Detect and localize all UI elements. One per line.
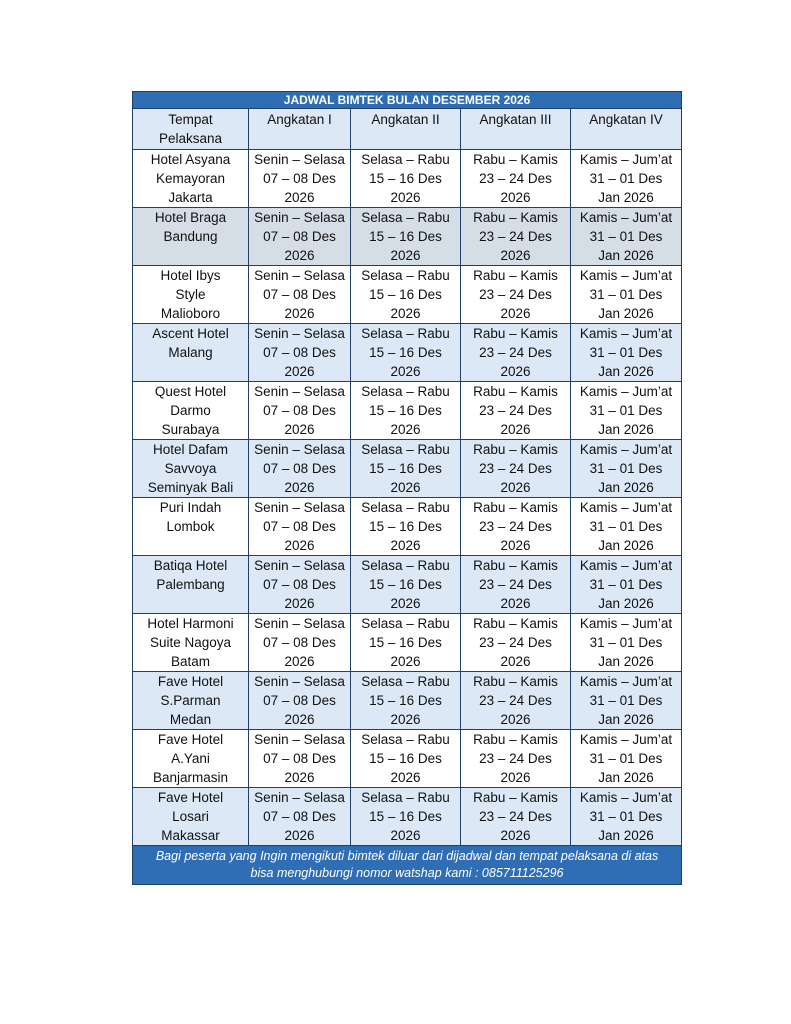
angkatan-3-cell: Rabu – Kamis 23 – 24 Des 2026 — [461, 440, 571, 498]
header-angkatan-4: Angkatan IV — [571, 109, 682, 150]
angkatan-3-cell: Rabu – Kamis 23 – 24 Des 2026 — [461, 150, 571, 208]
angkatan-4-cell: Kamis – Jum’at 31 – 01 Des Jan 2026 — [571, 382, 682, 440]
angkatan-2-cell: Selasa – Rabu 15 – 16 Des 2026 — [351, 150, 461, 208]
angkatan-1-cell: Senin – Selasa 07 – 08 Des 2026 — [249, 150, 351, 208]
schedule-document — [132, 91, 681, 885]
angkatan-3-cell: Rabu – Kamis 23 – 24 Des 2026 — [461, 556, 571, 614]
table-row — [133, 614, 682, 672]
header-angkatan-1: Angkatan I — [249, 109, 351, 150]
angkatan-3-cell: Rabu – Kamis 23 – 24 Des 2026 — [461, 266, 571, 324]
angkatan-3-cell: Rabu – Kamis 23 – 24 Des 2026 — [461, 208, 571, 266]
angkatan-1-cell: Senin – Selasa 07 – 08 Des 2026 — [249, 556, 351, 614]
angkatan-4-cell: Kamis – Jum’at 31 – 01 Des Jan 2026 — [571, 150, 682, 208]
place-cell: Batiqa Hotel Palembang — [133, 556, 249, 614]
angkatan-2-cell: Selasa – Rabu 15 – 16 Des 2026 — [351, 382, 461, 440]
footer-note: Bagi peserta yang Ingin mengikuti bimtek diluar dari dijadwal dan tempat pelaksana di atas bisa menghubungi nomor watshap kami : 085711125296 — [133, 846, 682, 885]
angkatan-4-cell: Kamis – Jum’at 31 – 01 Des Jan 2026 — [571, 324, 682, 382]
angkatan-4-cell: Kamis – Jum’at 31 – 01 Des Jan 2026 — [571, 266, 682, 324]
table-row — [133, 382, 682, 440]
place-cell: Fave Hotel A.Yani Banjarmasin — [133, 730, 249, 788]
angkatan-1-cell: Senin – Selasa 07 – 08 Des 2026 — [249, 730, 351, 788]
angkatan-3-cell: Rabu – Kamis 23 – 24 Des 2026 — [461, 788, 571, 846]
angkatan-2-cell: Selasa – Rabu 15 – 16 Des 2026 — [351, 730, 461, 788]
angkatan-1-cell: Senin – Selasa 07 – 08 Des 2026 — [249, 498, 351, 556]
angkatan-4-cell: Kamis – Jum’at 31 – 01 Des Jan 2026 — [571, 498, 682, 556]
place-cell: Hotel Harmoni Suite Nagoya Batam — [133, 614, 249, 672]
angkatan-4-cell: Kamis – Jum’at 31 – 01 Des Jan 2026 — [571, 208, 682, 266]
angkatan-4-cell: Kamis – Jum’at 31 – 01 Des Jan 2026 — [571, 672, 682, 730]
place-cell: Hotel Braga Bandung — [133, 208, 249, 266]
table-row — [133, 324, 682, 382]
schedule-table — [132, 91, 682, 885]
angkatan-2-cell: Selasa – Rabu 15 – 16 Des 2026 — [351, 324, 461, 382]
table-row — [133, 672, 682, 730]
table-row — [133, 788, 682, 846]
place-cell: Fave Hotel Losari Makassar — [133, 788, 249, 846]
place-cell: Puri Indah Lombok — [133, 498, 249, 556]
angkatan-1-cell: Senin – Selasa 07 – 08 Des 2026 — [249, 614, 351, 672]
angkatan-3-cell: Rabu – Kamis 23 – 24 Des 2026 — [461, 498, 571, 556]
place-cell: Hotel Ibys Style Malioboro — [133, 266, 249, 324]
angkatan-4-cell: Kamis – Jum’at 31 – 01 Des Jan 2026 — [571, 556, 682, 614]
table-row — [133, 498, 682, 556]
table-row — [133, 150, 682, 208]
place-cell: Hotel Asyana Kemayoran Jakarta — [133, 150, 249, 208]
place-cell: Ascent Hotel Malang — [133, 324, 249, 382]
table-row — [133, 208, 682, 266]
table-row — [133, 556, 682, 614]
angkatan-4-cell: Kamis – Jum’at 31 – 01 Des Jan 2026 — [571, 788, 682, 846]
angkatan-4-cell: Kamis – Jum’at 31 – 01 Des Jan 2026 — [571, 730, 682, 788]
header-angkatan-2: Angkatan II — [351, 109, 461, 150]
angkatan-4-cell: Kamis – Jum’at 31 – 01 Des Jan 2026 — [571, 440, 682, 498]
table-row — [133, 266, 682, 324]
angkatan-2-cell: Selasa – Rabu 15 – 16 Des 2026 — [351, 556, 461, 614]
angkatan-1-cell: Senin – Selasa 07 – 08 Des 2026 — [249, 382, 351, 440]
angkatan-2-cell: Selasa – Rabu 15 – 16 Des 2026 — [351, 672, 461, 730]
angkatan-3-cell: Rabu – Kamis 23 – 24 Des 2026 — [461, 614, 571, 672]
angkatan-3-cell: Rabu – Kamis 23 – 24 Des 2026 — [461, 382, 571, 440]
angkatan-3-cell: Rabu – Kamis 23 – 24 Des 2026 — [461, 672, 571, 730]
angkatan-2-cell: Selasa – Rabu 15 – 16 Des 2026 — [351, 266, 461, 324]
angkatan-1-cell: Senin – Selasa 07 – 08 Des 2026 — [249, 788, 351, 846]
angkatan-1-cell: Senin – Selasa 07 – 08 Des 2026 — [249, 440, 351, 498]
angkatan-1-cell: Senin – Selasa 07 – 08 Des 2026 — [249, 672, 351, 730]
angkatan-1-cell: Senin – Selasa 07 – 08 Des 2026 — [249, 266, 351, 324]
place-cell: Hotel Dafam Savvoya Seminyak Bali — [133, 440, 249, 498]
angkatan-1-cell: Senin – Selasa 07 – 08 Des 2026 — [249, 324, 351, 382]
angkatan-3-cell: Rabu – Kamis 23 – 24 Des 2026 — [461, 324, 571, 382]
table-row — [133, 440, 682, 498]
angkatan-2-cell: Selasa – Rabu 15 – 16 Des 2026 — [351, 208, 461, 266]
angkatan-2-cell: Selasa – Rabu 15 – 16 Des 2026 — [351, 498, 461, 556]
angkatan-3-cell: Rabu – Kamis 23 – 24 Des 2026 — [461, 730, 571, 788]
header-angkatan-3: Angkatan III — [461, 109, 571, 150]
angkatan-2-cell: Selasa – Rabu 15 – 16 Des 2026 — [351, 440, 461, 498]
place-cell: Fave Hotel S.Parman Medan — [133, 672, 249, 730]
angkatan-1-cell: Senin – Selasa 07 – 08 Des 2026 — [249, 208, 351, 266]
header-tempat-pelaksana: Tempat Pelaksana — [133, 109, 249, 150]
angkatan-2-cell: Selasa – Rabu 15 – 16 Des 2026 — [351, 788, 461, 846]
table-row — [133, 730, 682, 788]
header-row — [133, 109, 682, 150]
place-cell: Quest Hotel Darmo Surabaya — [133, 382, 249, 440]
angkatan-2-cell: Selasa – Rabu 15 – 16 Des 2026 — [351, 614, 461, 672]
table-title: JADWAL BIMTEK BULAN DESEMBER 2026 — [133, 92, 682, 109]
angkatan-4-cell: Kamis – Jum’at 31 – 01 Des Jan 2026 — [571, 614, 682, 672]
